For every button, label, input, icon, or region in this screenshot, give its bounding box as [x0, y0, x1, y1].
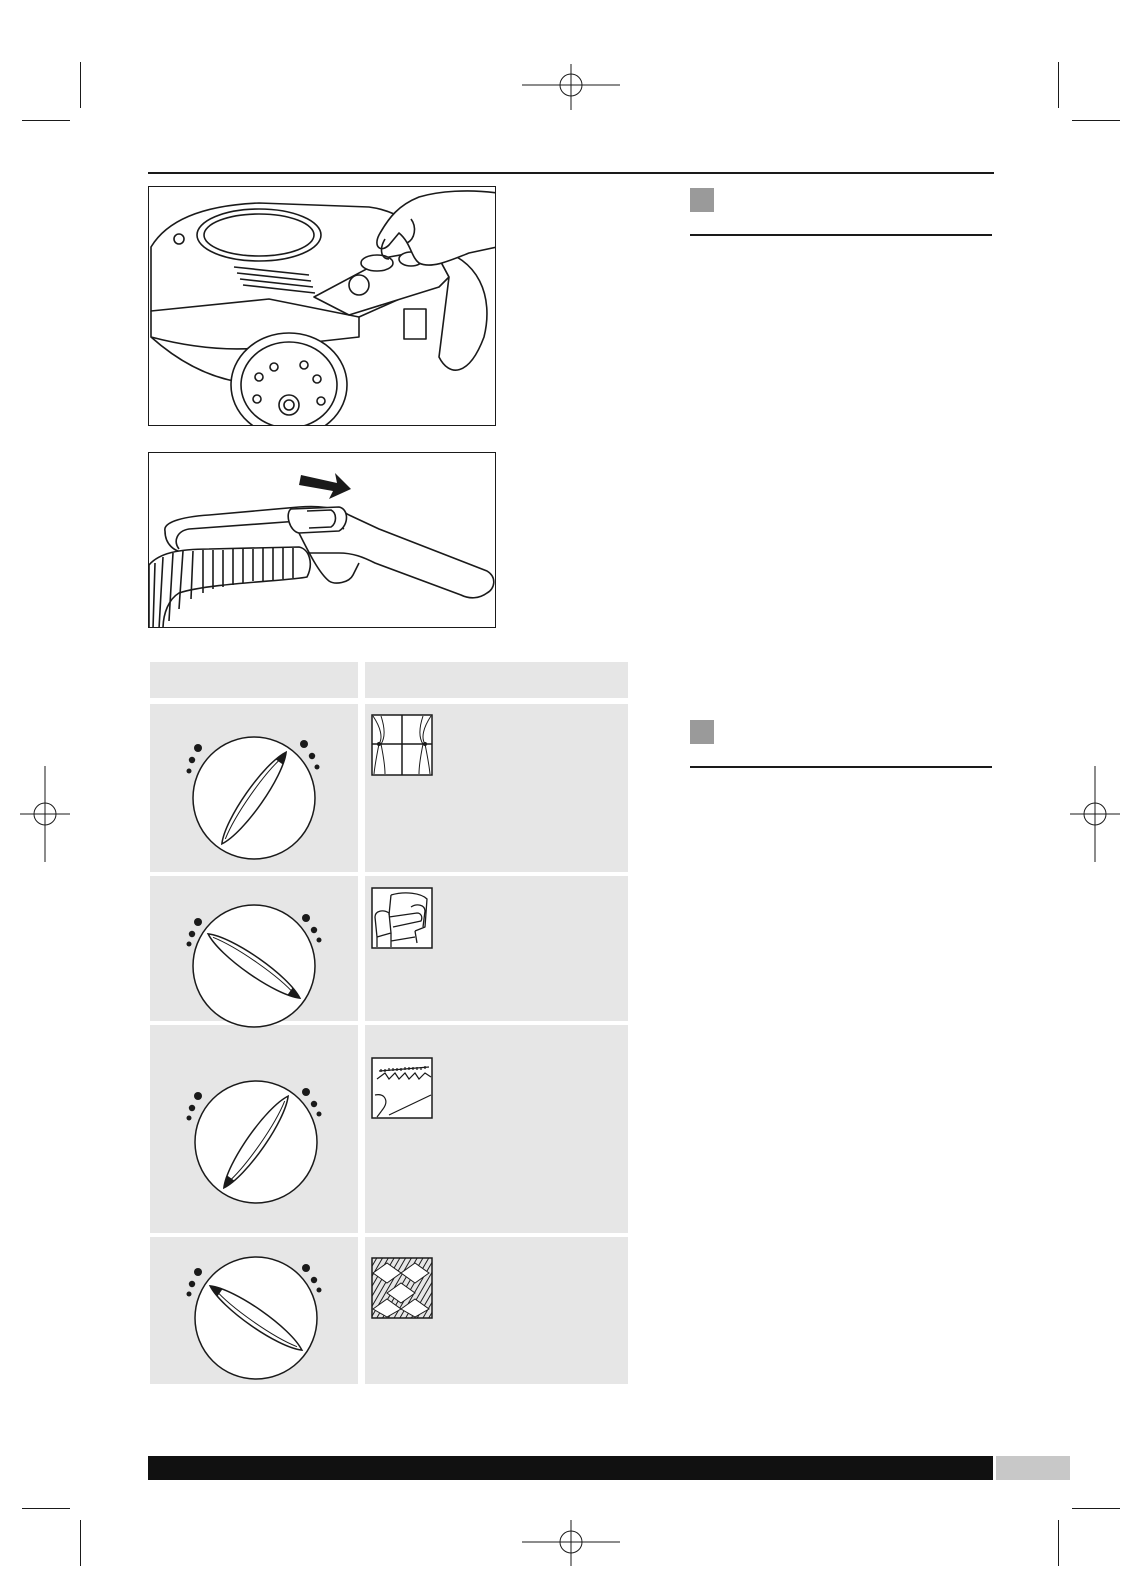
carpet-icon	[371, 1257, 433, 1319]
suction-dial-bottom-left-icon	[180, 1080, 330, 1206]
footer-page-tab	[996, 1456, 1070, 1480]
suction-dial-top-left-icon	[180, 1256, 330, 1382]
registration-mark-bottom	[522, 1520, 620, 1566]
curtains-icon	[371, 714, 433, 776]
vacuum-power-button-illustration	[149, 187, 496, 426]
table-header-dial	[150, 662, 358, 698]
rug-icon	[371, 1057, 433, 1119]
suction-dial-bottom-right-icon	[180, 904, 330, 1030]
section-1-rule	[690, 234, 992, 236]
header-rule	[148, 172, 994, 174]
table-header-underline	[365, 698, 550, 702]
figure-vacuum-power-button	[148, 186, 496, 426]
slide-direction-arrow-icon	[299, 473, 351, 499]
armchair-icon	[371, 887, 433, 949]
suction-dial-top-right-icon	[180, 736, 330, 862]
table-header-surface	[365, 662, 628, 698]
registration-mark-left	[20, 766, 70, 862]
footer-bar	[148, 1456, 993, 1480]
hose-handle-slider-illustration	[149, 453, 496, 628]
section-2-marker	[690, 720, 714, 744]
registration-mark-top	[522, 64, 620, 110]
registration-mark-right	[1070, 766, 1120, 862]
section-2-rule	[690, 766, 992, 768]
section-1-marker	[690, 188, 714, 212]
figure-hose-handle-slider	[148, 452, 496, 628]
